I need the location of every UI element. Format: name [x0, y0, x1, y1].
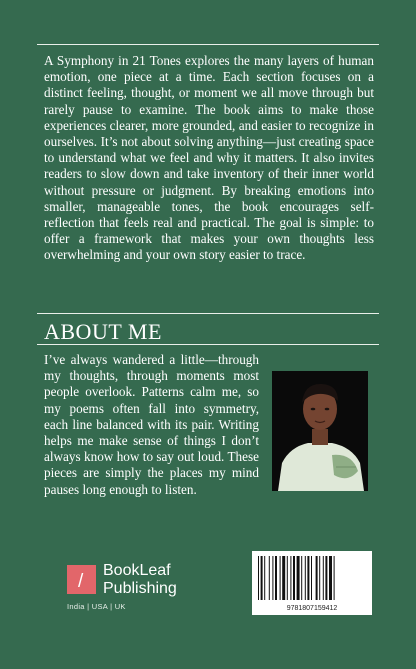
about-heading: ABOUT ME: [44, 319, 162, 344]
isbn-barcode: [252, 551, 372, 615]
book-blurb: A Symphony in 21 Tones explores the many layers of human emotion, one piece at a time. Each section focuses on a distinct feeling, thought, or moment we all move through but rarely pause to examine. The book aims to make those experiences clearer, more grounded, and easier to recognize in ourselves. It’s not about solving anything—just creating space to understand what we feel and why it matters. It also invites readers to slow down and take inventory of their inner world without pressure or judgment. By breaking emotions into smaller, manageable tones, the book encourages self-reflection that feels real and practical. The goal is simple: to offer a framework that makes your own thoughts less overwhelming and your own story easier to trace.: [44, 53, 374, 263]
author-portrait-illustration: [272, 371, 368, 491]
publisher-logo-icon: [67, 565, 96, 594]
publisher-tagline: India | USA | UK: [67, 602, 126, 611]
top-divider: [37, 44, 379, 45]
barcode-bars-icon: [252, 554, 372, 606]
publisher-name-line2: Publishing: [103, 579, 177, 597]
isbn-number: 9781807159412: [286, 605, 338, 612]
about-divider: [37, 344, 379, 345]
section-divider: [37, 313, 379, 314]
author-bio: I’ve always wandered a little—through my thoughts, through moments most people overlook. Patterns calm me, so my poems often fall into symmetry, each line balanced with its pair. Writing helps me make sense of things I don’t always know how to say out loud. These pieces are simply the places my mind pauses long enough to listen.: [44, 352, 259, 497]
publisher-name: [103, 562, 177, 597]
publisher-name-line1: BookLeaf: [103, 562, 171, 579]
svg-text:/: /: [78, 571, 84, 592]
author-photo: [272, 371, 368, 491]
